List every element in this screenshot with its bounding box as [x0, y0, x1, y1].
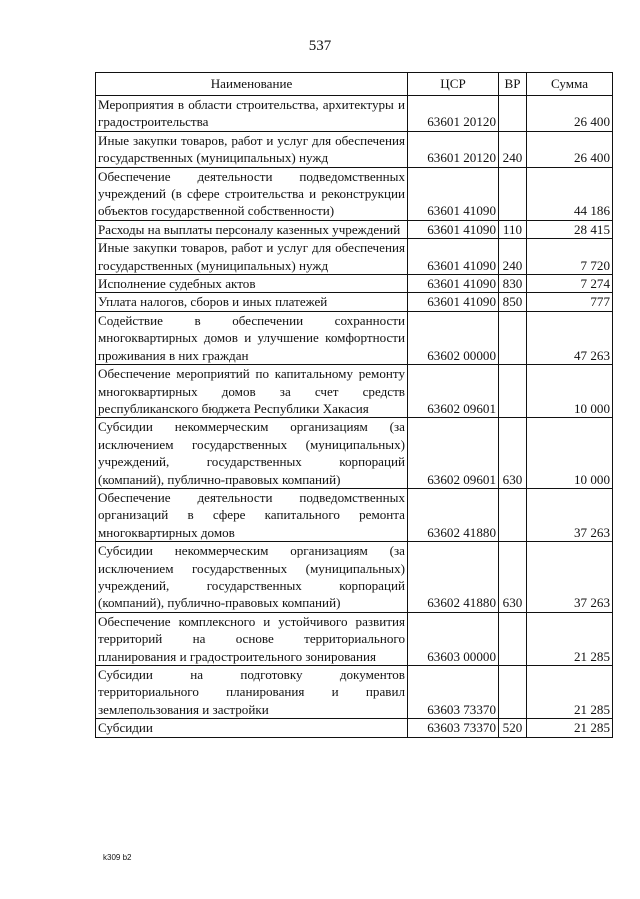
- row-sum: 47 263: [527, 311, 613, 364]
- row-name: Обеспечение деятельности подведомственных учреждений (в сфере строительства и реконструкции объектов государственной собственности): [96, 167, 408, 220]
- row-name: Мероприятия в области строительства, архитектуры и градостроительства: [96, 96, 408, 132]
- page-number: 537: [308, 38, 332, 54]
- row-name: Субсидии: [96, 719, 408, 737]
- row-csr: 63603 73370: [408, 719, 499, 737]
- table-row: [96, 167, 613, 220]
- row-name: Уплата налогов, сборов и иных платежей: [96, 293, 408, 311]
- row-vr: 240: [499, 131, 527, 167]
- row-name: Субсидии некоммерческим организациям (за исключением государственных (муниципальных) учреждений, государственных корпораций (компаний), публично-правовых компаний): [96, 418, 408, 489]
- row-csr: 63601 41090: [408, 293, 499, 311]
- column-header-vr: ВР: [499, 73, 527, 96]
- row-vr: 240: [499, 239, 527, 275]
- row-name: Субсидии на подготовку документов территориального планирования и правил землепользования и застройки: [96, 666, 408, 719]
- row-name: Иные закупки товаров, работ и услуг для обеспечения государственных (муниципальных) нужд: [96, 239, 408, 275]
- table-row: [96, 96, 613, 132]
- row-sum: 10 000: [527, 365, 613, 418]
- row-sum: 7 720: [527, 239, 613, 275]
- table-row: [96, 542, 613, 613]
- row-vr: 630: [499, 418, 527, 489]
- table-row: [96, 488, 613, 541]
- row-csr: 63601 41090: [408, 275, 499, 293]
- row-csr: 63603 73370: [408, 666, 499, 719]
- budget-table: [95, 72, 613, 738]
- row-name: Обеспечение деятельности подведомственных организаций в сфере капитального ремонта многоквартирных домов: [96, 488, 408, 541]
- table-row: [96, 131, 613, 167]
- row-sum: 7 274: [527, 275, 613, 293]
- row-sum: 37 263: [527, 488, 613, 541]
- row-csr: 63602 41880: [408, 488, 499, 541]
- table-row: [96, 293, 613, 311]
- row-name: Расходы на выплаты персоналу казенных учреждений: [96, 220, 408, 238]
- row-csr: 63603 00000: [408, 612, 499, 665]
- row-sum: 21 285: [527, 612, 613, 665]
- row-vr: [499, 365, 527, 418]
- footer-code: k309 b2: [103, 853, 132, 862]
- row-vr: 110: [499, 220, 527, 238]
- row-name: Субсидии некоммерческим организациям (за исключением государственных (муниципальных) учреждений, государственных корпораций (компаний), публично-правовых компаний): [96, 542, 408, 613]
- row-vr: [499, 311, 527, 364]
- row-vr: 830: [499, 275, 527, 293]
- row-sum: 21 285: [527, 666, 613, 719]
- table-row: [96, 275, 613, 293]
- row-vr: 850: [499, 293, 527, 311]
- row-sum: 10 000: [527, 418, 613, 489]
- row-vr: [499, 96, 527, 132]
- row-csr: 63601 20120: [408, 131, 499, 167]
- table-row: [96, 612, 613, 665]
- row-csr: 63602 41880: [408, 542, 499, 613]
- row-name: Иные закупки товаров, работ и услуг для обеспечения государственных (муниципальных) нужд: [96, 131, 408, 167]
- row-sum: 26 400: [527, 131, 613, 167]
- row-sum: 28 415: [527, 220, 613, 238]
- table-row: [96, 666, 613, 719]
- row-csr: 63601 41090: [408, 167, 499, 220]
- table-row: [96, 418, 613, 489]
- column-header-csr: ЦСР: [408, 73, 499, 96]
- row-sum: 37 263: [527, 542, 613, 613]
- table-row: [96, 311, 613, 364]
- row-csr: 63601 20120: [408, 96, 499, 132]
- row-name: Содействие в обеспечении сохранности многоквартирных домов и улучшение комфортности проживания в них граждан: [96, 311, 408, 364]
- table-row: [96, 220, 613, 238]
- table-row: [96, 365, 613, 418]
- table-row: [96, 719, 613, 737]
- column-header-name: Наименование: [96, 73, 408, 96]
- table-row: [96, 239, 613, 275]
- row-sum: 26 400: [527, 96, 613, 132]
- row-vr: [499, 167, 527, 220]
- column-header-sum: Сумма: [527, 73, 613, 96]
- row-vr: [499, 612, 527, 665]
- row-csr: 63602 09601: [408, 418, 499, 489]
- row-name: Обеспечение комплексного и устойчивого развития территорий на основе территориального планирования и градостроительного зонирования: [96, 612, 408, 665]
- row-name: Обеспечение мероприятий по капитальному ремонту многоквартирных домов за счет средств республиканского бюджета Республики Хакасия: [96, 365, 408, 418]
- table-header-row: [96, 73, 613, 96]
- row-vr: [499, 488, 527, 541]
- row-sum: 21 285: [527, 719, 613, 737]
- row-sum: 44 186: [527, 167, 613, 220]
- row-name: Исполнение судебных актов: [96, 275, 408, 293]
- row-sum: 777: [527, 293, 613, 311]
- row-csr: 63602 00000: [408, 311, 499, 364]
- row-vr: 520: [499, 719, 527, 737]
- row-csr: 63602 09601: [408, 365, 499, 418]
- row-vr: 630: [499, 542, 527, 613]
- row-csr: 63601 41090: [408, 239, 499, 275]
- row-csr: 63601 41090: [408, 220, 499, 238]
- row-vr: [499, 666, 527, 719]
